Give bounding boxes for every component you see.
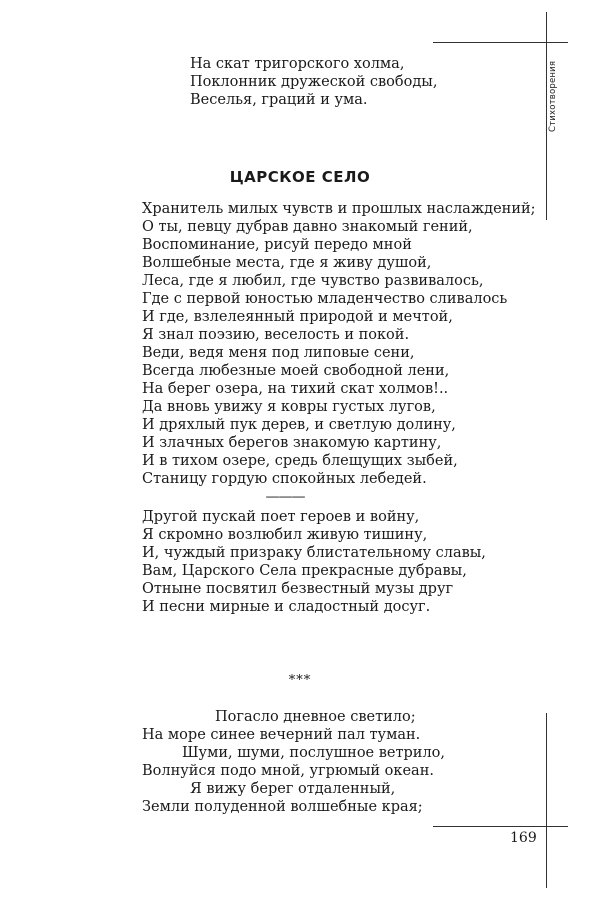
verse-line: Да вновь увижу я ковры густых лугов,: [142, 399, 436, 415]
verse-line: Другой пускай поет героев и войну,: [142, 509, 420, 525]
verse-line: На берег озера, на тихий скат холмов!..: [142, 381, 449, 397]
verse-line: Погасло дневное светило;: [215, 709, 416, 725]
poem-title: ЦАРСКОЕ СЕЛО: [229, 168, 371, 186]
verse-line: И в тихом озере, средь блещущих зыбей,: [142, 453, 458, 469]
verse-line: Волнуйся подо мной, угрюмый океан.: [142, 763, 434, 779]
bottom-rule: [433, 826, 568, 827]
second-poem-stanza: [142, 708, 445, 816]
verse-line: О ты, певцу дубрав давно знакомый гений,: [142, 219, 473, 235]
verse-line: Поклонник дружеской свободы,: [190, 74, 438, 90]
verse-line: Земли полуденной волшебные края;: [142, 799, 423, 815]
verse-line: На море синее вечерний пал туман.: [142, 727, 421, 743]
section-separator: ———: [265, 489, 305, 505]
verse-line: И дряхлый пук дерев, и светлую долину,: [142, 417, 456, 433]
verse-line: Леса, где я любил, где чувство развивалось,: [142, 273, 484, 289]
poem-stanza-2: [142, 508, 486, 616]
previous-poem-ending: [190, 55, 437, 109]
running-head-section-label: Стихотворения: [548, 60, 558, 132]
verse-line: И где, взлелеянный природой и мечтой,: [142, 309, 453, 325]
verse-line: Шуми, шуми, послушное ветрило,: [182, 745, 445, 761]
verse-line: Хранитель милых чувств и прошлых наслаждений;: [142, 201, 536, 217]
bottom-margin-rule: [546, 713, 547, 888]
poem-stanza-1: [142, 200, 536, 488]
verse-line: Волшебные места, где я живу душой,: [142, 255, 432, 271]
verse-line: На скат тригорского холма,: [190, 56, 405, 72]
verse-line: Вам, Царского Села прекрасные дубравы,: [142, 563, 467, 579]
verse-line: И злачных берегов знакомую картину,: [142, 435, 442, 451]
verse-line: И, чуждый призраку блистательному славы,: [142, 545, 486, 561]
top-rule: [433, 42, 568, 43]
top-margin-rule: [546, 12, 547, 220]
verse-line: Веди, ведя меня под липовые сени,: [142, 345, 415, 361]
verse-line: И песни мирные и сладостный досуг.: [142, 599, 431, 615]
verse-line: Веселья, граций и ума.: [190, 92, 368, 108]
verse-line: Станицу гордую спокойных лебедей.: [142, 471, 427, 487]
verse-line: Отныне посвятил безвестный музы друг: [142, 581, 454, 597]
verse-line: Где с первой юностью младенчество сливалось: [142, 291, 508, 307]
verse-line: Я скромно возлюбил живую тишину,: [142, 527, 428, 543]
poem-title-asterisks: ***: [288, 673, 312, 688]
page-number: 169: [510, 830, 537, 846]
verse-line: Я вижу берег отдаленный,: [190, 781, 396, 797]
verse-line: Я знал поэзию, веселость и покой.: [142, 327, 410, 343]
verse-line: Воспоминание, рисуй передо мной: [142, 237, 412, 253]
verse-line: Всегда любезные моей свободной лени,: [142, 363, 450, 379]
